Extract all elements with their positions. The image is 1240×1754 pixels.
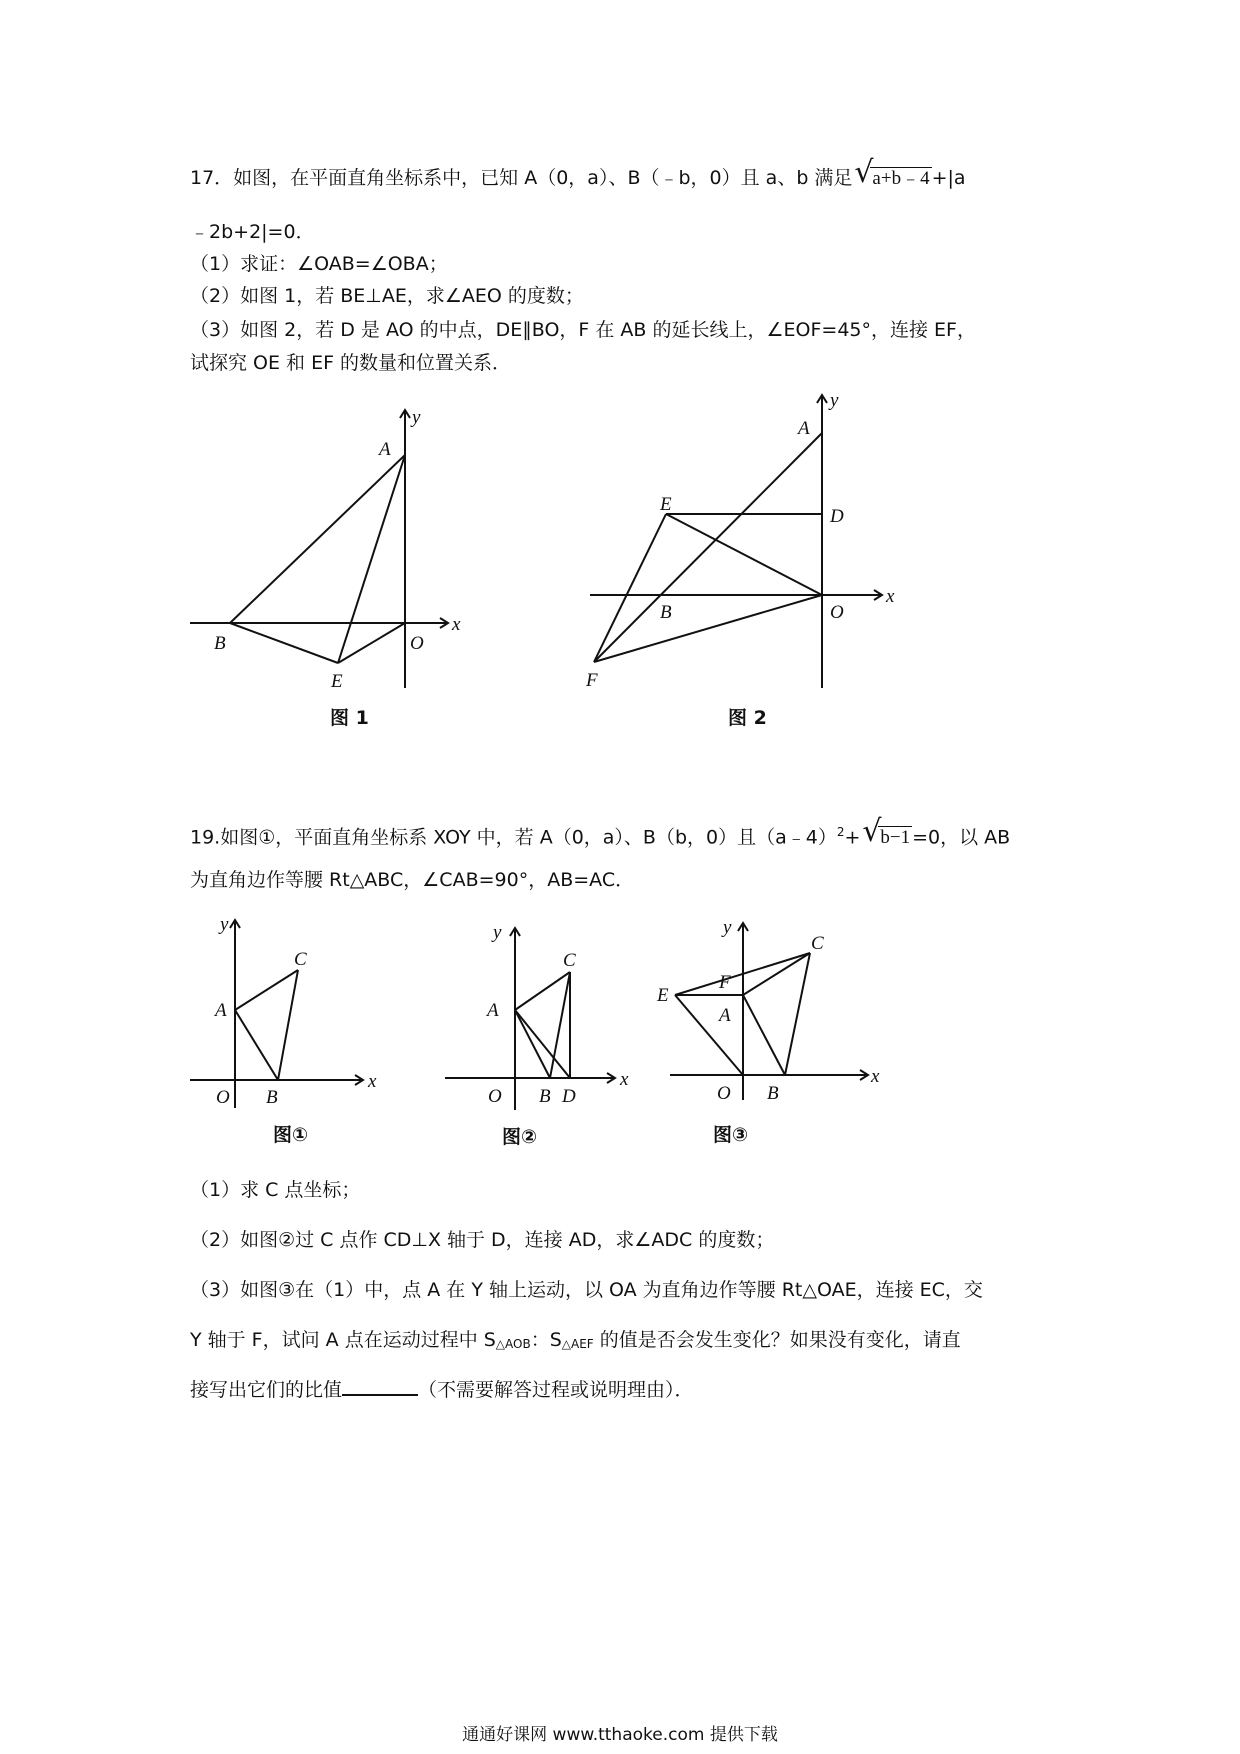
q17-sqrt: √ a+b﹣4	[854, 155, 930, 190]
q19-fig2-label-d: D	[562, 1086, 576, 1107]
q19-fig3-label-f: F	[719, 972, 731, 993]
q19-fig2-label-b: B	[539, 1086, 551, 1107]
q19-part-1: （1）求 C 点坐标；	[190, 1179, 361, 1201]
q17-figure-2-caption: 图 2	[728, 707, 767, 729]
q19-line-1-text: 19.如图①，平面直角坐标系 XOY 中，若 A（0，a）、B（b，0）且（a﹣4）	[190, 826, 837, 849]
q17-figure-2	[586, 390, 910, 710]
q17-figure-1-svg	[190, 405, 480, 705]
q19-plus: +	[844, 826, 861, 849]
q19-ratio-colon: ：S	[530, 1329, 562, 1351]
q19-fig3-label-a: A	[719, 1005, 731, 1026]
q19-fig2-label-o: O	[488, 1086, 502, 1107]
q19-fig1-label-c: C	[294, 949, 307, 970]
q17-fig2-label-y: y	[830, 390, 839, 411]
q17-figure-2-svg	[586, 390, 910, 710]
q17-fig1-label-o: O	[410, 633, 424, 654]
q19-fig1-label-a: A	[215, 1000, 227, 1021]
q17-part-3-cont: 试探究 OE 和 EF 的数量和位置关系．	[190, 352, 512, 374]
q19-answer-blank[interactable]	[342, 1376, 418, 1396]
q19-fig3-label-e: E	[657, 985, 669, 1006]
q17-fig2-label-o: O	[830, 602, 844, 623]
q19-fig2-label-a: A	[487, 1000, 499, 1021]
q19-fig2-label-c: C	[563, 950, 576, 971]
q19-answer-prompt: 接写出它们的比值	[190, 1379, 343, 1401]
q19-radicand: b−1	[880, 827, 911, 849]
q19-part-3-end	[190, 1376, 694, 1404]
q17-fig2-label-a: A	[798, 418, 810, 439]
q19-fig1-label-o: O	[216, 1087, 230, 1108]
q19-figure-1-svg	[190, 910, 380, 1110]
q17-fig2-label-x: x	[886, 586, 895, 607]
q17-part-2: （2）如图 1，若 BE⊥AE，求∠AEO 的度数；	[190, 285, 584, 307]
q17-part-1: （1）求证：∠OAB=∠OBA；	[190, 253, 448, 275]
q17-fig1-label-y: y	[412, 407, 421, 428]
q19-part-3: （3）如图③在（1）中，点 A 在 Y 轴上运动，以 OA 为直角边作等腰 Rt△OAE，连接 EC，交	[190, 1279, 983, 1301]
q19-answer-note: （不需要解答过程或说明理由）．	[418, 1379, 694, 1401]
q17-fig2-label-d: D	[830, 506, 844, 527]
q17-radicand: a+b﹣4	[872, 168, 930, 189]
q17-fig2-label-f: F	[586, 670, 598, 691]
q19-figure-1-caption: 图①	[273, 1124, 309, 1146]
q19-line-1-tail: =0，以 AB	[912, 826, 1011, 849]
q19-part-2: （2）如图②过 C 点作 CD⊥X 轴于 D，连接 AD，求∠ADC 的度数；	[190, 1229, 775, 1251]
q19-figure-2-caption: 图②	[502, 1126, 538, 1148]
q19-figure-1	[190, 910, 380, 1110]
q17-figure-1-caption: 图 1	[330, 707, 369, 729]
q19-fig3-label-x: x	[871, 1066, 880, 1087]
q19-fig3-label-c: C	[811, 933, 824, 954]
page-footer: 通通好课网 www.tthaoke.com 提供下载	[462, 1725, 778, 1745]
q19-fig3-label-o: O	[717, 1083, 731, 1104]
q19-sub-aef: △AEF	[561, 1337, 594, 1351]
q17-fig1-label-b: B	[214, 633, 226, 654]
q19-fig2-label-y: y	[493, 922, 502, 943]
q19-part-3-cont	[190, 1326, 961, 1358]
q17-line-2: ﹣2b+2|=0．	[190, 221, 315, 243]
q19-figure-3	[655, 915, 885, 1115]
q17-fig2-label-b: B	[660, 602, 672, 623]
q17-line-1	[190, 155, 966, 192]
q19-line-2: 为直角边作等腰 Rt△ABC，∠CAB=90°，AB=AC．	[190, 869, 635, 891]
q19-figure-3-svg	[655, 915, 885, 1115]
q17-fig2-label-e: E	[660, 494, 672, 515]
q19-fig2-label-x: x	[620, 1069, 629, 1090]
q19-fig3-label-y: y	[723, 917, 732, 938]
q19-part-3-cont-text: Y 轴于 F，试问 A 点在运动过程中 S	[190, 1329, 496, 1351]
q19-superscript: 2	[836, 825, 845, 839]
q19-fig1-label-y: y	[220, 914, 229, 935]
q19-line-1	[190, 814, 1011, 851]
q19-fig3-label-b: B	[767, 1083, 779, 1104]
q19-figure-2-svg	[445, 920, 645, 1120]
q19-figure-3-caption: 图③	[713, 1124, 749, 1146]
q17-line-1-tail: +|a	[931, 167, 966, 189]
q17-figure-1	[190, 405, 480, 705]
q17-fig1-label-e: E	[331, 671, 343, 692]
q17-fig1-label-a: A	[379, 439, 391, 460]
q19-fig1-label-b: B	[266, 1087, 278, 1108]
q19-sqrt: √ b−1	[862, 814, 911, 850]
q17-fig1-label-x: x	[452, 614, 461, 635]
q17-line-1-text: 17．如图，在平面直角坐标系中，已知 A（0，a）、B（﹣b，0）且 a、b 满足	[190, 167, 853, 189]
q19-fig1-label-x: x	[368, 1071, 377, 1092]
q17-part-3: （3）如图 2，若 D 是 AO 的中点，DE∥BO，F 在 AB 的延长线上，∠EOF=45°，连接 EF，	[190, 319, 976, 341]
q19-figure-2	[445, 920, 645, 1120]
q19-part-3-cont-tail: 的值是否会发生变化？如果没有变化，请直	[593, 1329, 961, 1351]
q19-sub-aob: △AOB	[495, 1337, 531, 1351]
